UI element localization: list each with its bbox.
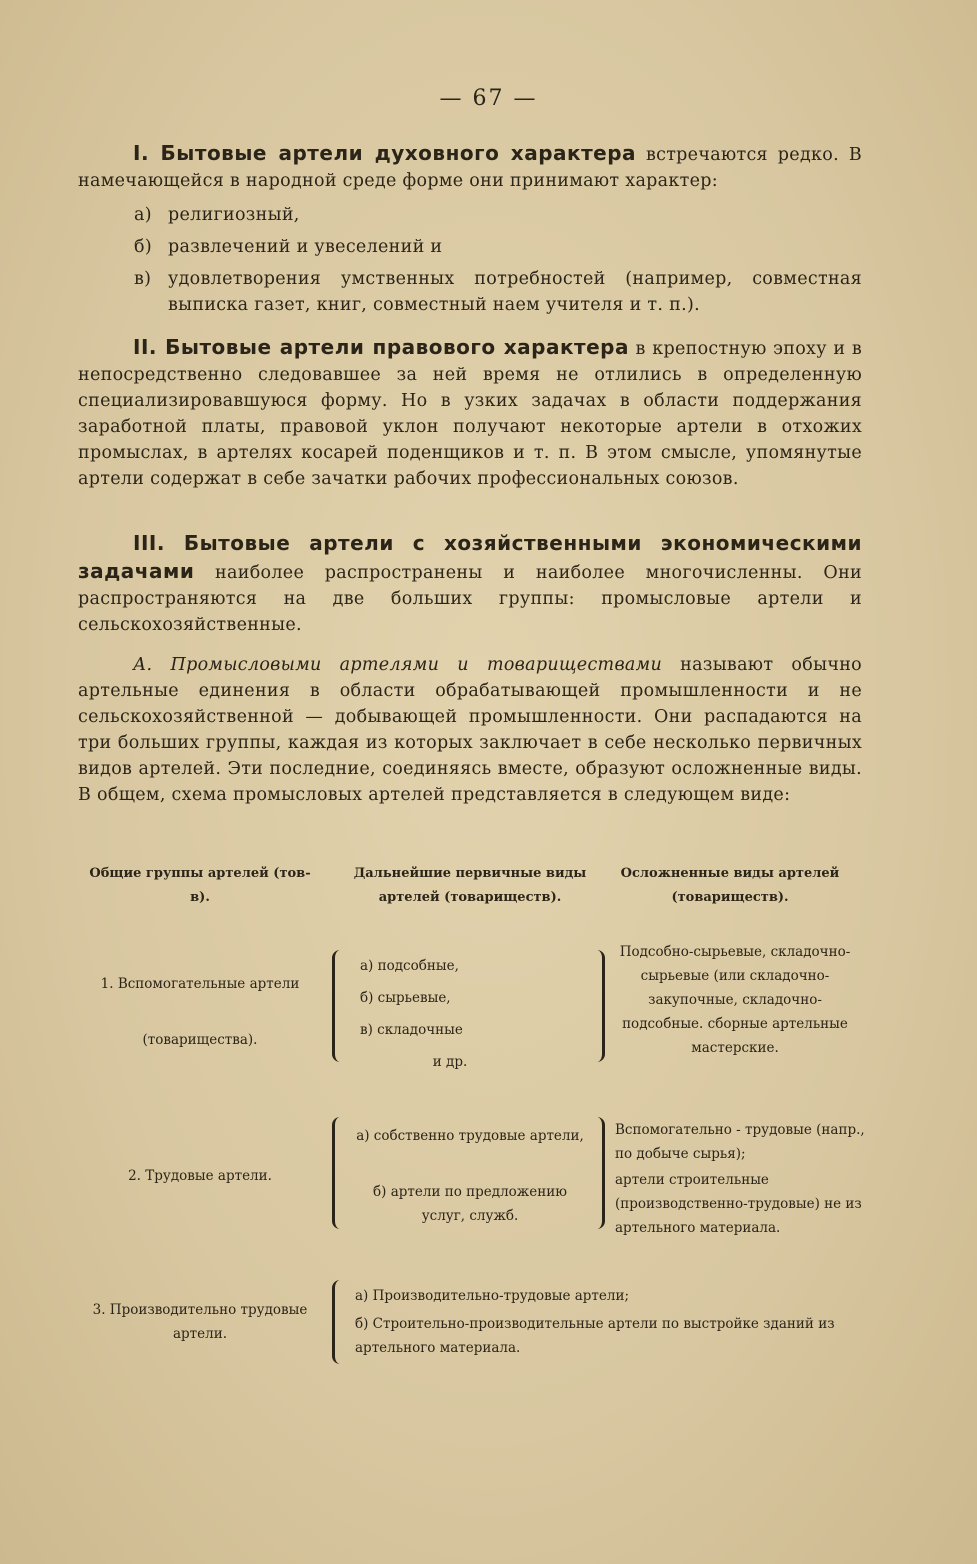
row2-brace-right bbox=[592, 1117, 605, 1229]
section-a-paragraph bbox=[78, 652, 862, 808]
section-a bbox=[78, 652, 862, 808]
row1-primary-b: б) сырьевые, bbox=[360, 990, 451, 1006]
section-1-paragraph bbox=[78, 140, 862, 194]
section-a-text: называют обычно артельные единения в области обрабатывающей промышленности и не сельскохозяйственной — добывающей промышленности. Они распадаются на три больших группы, каждая из которых заключает в себе несколько первичных видов артелей. Эти последние, соединяясь вместе, образуют осложненные виды. В общем, схема промысловых артелей представляется в следующем виде: bbox=[78, 655, 862, 805]
page-number: — 67 — bbox=[439, 86, 538, 111]
row2-complex-1: Вспомогательно - трудовые (напр., по добыче сырья); bbox=[615, 1122, 865, 1162]
row1-primary-c: в) складочные bbox=[360, 1022, 463, 1038]
list-item-letter: б) bbox=[134, 237, 152, 257]
section-2-heading: II. Бытовые артели правового характера bbox=[133, 335, 629, 359]
row1-brace-left bbox=[332, 950, 345, 1062]
row2-brace-left bbox=[332, 1117, 345, 1229]
list-item bbox=[78, 266, 862, 318]
section-1-text: встречаются редко. В намечающейся в народной среде форме они принимают характер: bbox=[78, 145, 862, 191]
row2-primary-a: а) собственно трудовые артели, bbox=[356, 1128, 584, 1144]
list-item-text: религиозный, bbox=[168, 205, 300, 225]
table-header-groups: Общие группы артелей (тов-в). bbox=[89, 866, 311, 905]
table-header-complex: Осложненные виды артелей (товариществ). bbox=[620, 866, 840, 905]
table-header-primary: Дальнейшие первичные виды артелей (товариществ). bbox=[353, 866, 587, 905]
section-2 bbox=[78, 334, 862, 492]
row1-primary-etc: и др. bbox=[432, 1054, 468, 1070]
list-item bbox=[78, 234, 862, 260]
row1-complex: Подсобно-сырьевые, складочно-сырьевые (или складочно-закупочные, складочно-подсобные. сборные артельные мастерские. bbox=[619, 944, 851, 1056]
section-1-list bbox=[78, 202, 862, 318]
section-2-paragraph bbox=[78, 334, 862, 492]
section-1 bbox=[78, 140, 862, 318]
row2-complex-2: артели строительные (производственно-трудовые) не из артельного материала. bbox=[615, 1172, 862, 1236]
row3-item-b: б) Строительно-производительные артели по выстройке зданий из артельного материала. bbox=[355, 1316, 835, 1356]
list-item-letter: в) bbox=[134, 269, 152, 289]
row1-group-line2: (товарищества). bbox=[142, 1032, 258, 1048]
row1-primary-a: а) подсобные, bbox=[360, 958, 459, 974]
row1-brace-right bbox=[592, 950, 605, 1062]
row1-group-line1: 1. Вспомогательные артели bbox=[100, 976, 300, 992]
row2-group: 2. Трудовые артели. bbox=[128, 1168, 272, 1184]
section-3-heading: III. Бытовые артели с хозяйственными экономическими задачами bbox=[78, 531, 862, 583]
row2-primary-b: б) артели по предложению услуг, служб. bbox=[373, 1184, 567, 1224]
section-3-text: наиболее распространены и наиболее многочисленны. Они распространяются на две больших группы: промысловые артели и сельскохозяйственные. bbox=[78, 563, 862, 635]
list-item-text: развлечений и увеселений и bbox=[168, 237, 443, 257]
section-2-text: в крепостную эпоху и в непосредственно следовавшее за ней время не отлились в определенную специализировавшуюся форму. Но в узких задачах в области поддержания заработной платы, правовой уклон получают некоторые артели в отхожих промыслах, в артелях косарей поденщиков и т. п. В этом смысле, упомянутые артели содержат в себе зачатки рабочих профессиональных союзов. bbox=[78, 339, 862, 489]
section-3 bbox=[78, 530, 862, 638]
list-item-text: удовлетворения умственных потребностей (например, совместная выписка газет, книг, совместный наем учителя и т. п.). bbox=[168, 269, 862, 315]
row3-group: 3. Производительно трудовые артели. bbox=[92, 1302, 308, 1342]
row3-item-a: а) Производительно-трудовые артели; bbox=[355, 1288, 630, 1304]
list-item-letter: а) bbox=[134, 205, 152, 225]
artel-scheme-table bbox=[70, 862, 870, 1382]
section-3-paragraph bbox=[78, 530, 862, 638]
section-a-lead: А. Промысловыми артелями и товариществами bbox=[133, 655, 663, 675]
list-item bbox=[78, 202, 862, 228]
row3-brace bbox=[332, 1280, 345, 1364]
section-1-heading: I. Бытовые артели духовного характера bbox=[133, 141, 637, 165]
